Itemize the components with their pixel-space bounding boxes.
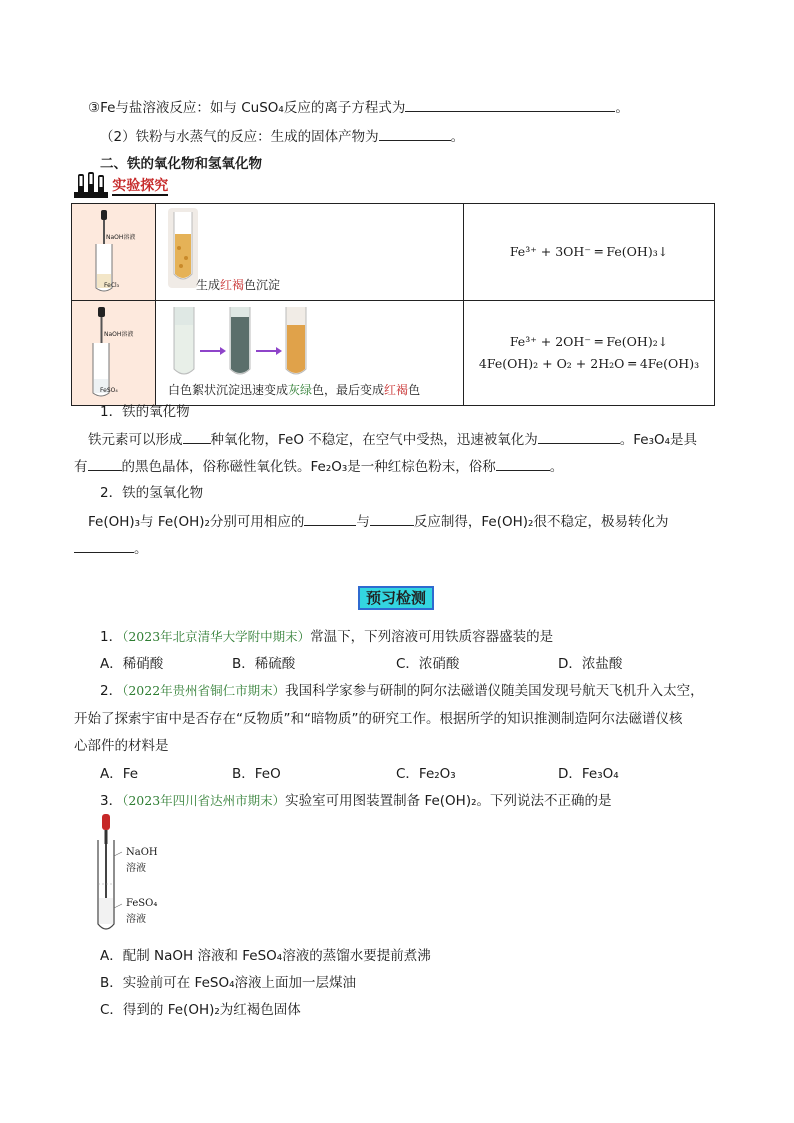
option-b[interactable]: B．FeO bbox=[232, 766, 281, 782]
text: 反应制得，Fe(OH)₂很不稳定，极易转化为 bbox=[413, 514, 669, 530]
observation-cell bbox=[156, 204, 464, 301]
figure-label: FeSO₄ bbox=[126, 898, 158, 909]
equation-cell bbox=[464, 204, 715, 301]
question-3 bbox=[100, 789, 612, 809]
question-number: 2． bbox=[100, 683, 123, 699]
answer-blank[interactable] bbox=[74, 538, 134, 553]
option-a[interactable]: A．Fe bbox=[100, 766, 139, 782]
option-a[interactable]: A．稀硝酸 bbox=[100, 656, 164, 672]
question-source: （2023年北京清华大学附中期末） bbox=[122, 629, 311, 644]
oxides-paragraph-line2 bbox=[74, 455, 563, 475]
experiment-label-text: 实验探究 bbox=[112, 178, 169, 194]
hydroxides-paragraph-line1 bbox=[88, 510, 668, 530]
observation-cell bbox=[156, 301, 464, 406]
reagent-bottom-label: FeSO₄ bbox=[100, 387, 118, 394]
answer-blank[interactable] bbox=[538, 429, 620, 444]
option-c[interactable]: C．浓硝酸 bbox=[396, 656, 460, 672]
text: Fe(OH)₃与 Fe(OH)₂分别可用相应的 bbox=[88, 514, 305, 530]
oxides-title: 1．铁的氧化物 bbox=[100, 404, 190, 420]
q3-apparatus-figure bbox=[92, 812, 172, 937]
answer-blank[interactable] bbox=[370, 511, 414, 526]
question-2-stem-line2: 开始了探索宇宙中是否存在“反物质”和“暗物质”的研究工作。根据所学的知识推测制造阿尔法磁谱仪核 bbox=[74, 711, 683, 727]
color-change-sequence-icon bbox=[160, 305, 460, 385]
question-source: （2023年四川省达州市期末） bbox=[122, 793, 286, 808]
question-2-stem-line3: 心部件的材料是 bbox=[74, 738, 169, 754]
option-a[interactable]: A．配制 NaOH 溶液和 FeSO₄溶液的蒸馏水要提前煮沸 bbox=[100, 948, 431, 964]
caption-green-part: 灰绿 bbox=[288, 383, 313, 397]
caption-red-part: 红褐 bbox=[384, 383, 409, 397]
punct: 。 bbox=[615, 100, 629, 116]
option-b[interactable]: B．实验前可在 FeSO₄溶液上面加一层煤油 bbox=[100, 975, 356, 991]
preview-check-badge: 预习检测 bbox=[358, 586, 434, 610]
question-number: 3． bbox=[100, 793, 123, 809]
question-2 bbox=[100, 679, 704, 699]
text-line-steam-reaction bbox=[100, 125, 464, 145]
text: 与 bbox=[356, 514, 370, 530]
reagent-top-label: NaOH溶液 bbox=[104, 331, 134, 338]
question-stem: 我国科学家参与研制的阿尔法磁谱仪随美国发现号航天飞机升入太空， bbox=[285, 683, 704, 699]
equation: 4Fe(OH)₂ + O₂ + 2H₂O ═ 4Fe(OH)₃ bbox=[478, 356, 700, 371]
text: 。 bbox=[549, 459, 564, 475]
section-heading-oxides: 二、铁的氧化物和氢氧化物 bbox=[100, 156, 262, 172]
table-row bbox=[72, 204, 715, 301]
equation-cell bbox=[464, 301, 715, 406]
figure-label: 溶液 bbox=[126, 863, 146, 874]
experiment-label bbox=[74, 172, 168, 198]
apparatus-thumbnail bbox=[72, 204, 156, 301]
experiment-table bbox=[71, 203, 715, 406]
oxides-paragraph-line1 bbox=[88, 428, 697, 448]
answer-blank[interactable] bbox=[379, 126, 451, 141]
punct: 。 bbox=[450, 129, 465, 145]
caption-red-part: 红褐 bbox=[220, 278, 245, 292]
answer-blank[interactable] bbox=[88, 456, 122, 471]
line3-text: ③Fe与盐溶液反应：如与 CuSO₄反应的离子方程式为 bbox=[88, 100, 406, 116]
answer-blank[interactable] bbox=[496, 456, 550, 471]
caption-part: 生成 bbox=[196, 278, 221, 292]
option-d[interactable]: D．Fe₃O₄ bbox=[558, 766, 619, 782]
figure-label: NaOH bbox=[126, 847, 158, 858]
text: 种氧化物，FeO 不稳定，在空气中受热，迅速被氧化为 bbox=[210, 432, 538, 448]
text: 有 bbox=[74, 459, 88, 475]
hydroxides-title: 2．铁的氢氧化物 bbox=[100, 485, 204, 501]
option-c[interactable]: C．得到的 Fe(OH)₂为红褐色固体 bbox=[100, 1002, 301, 1018]
text: 。Fe₃O₄是具 bbox=[619, 432, 698, 448]
text: 的黑色晶体，俗称磁性氧化铁。Fe₂O₃是一种红棕色粉末，俗称 bbox=[121, 459, 496, 475]
test-tubes-icon bbox=[74, 172, 108, 198]
dropper-tube-icon bbox=[72, 301, 155, 401]
answer-blank[interactable] bbox=[183, 429, 211, 444]
caption-part: 色，最后变成 bbox=[312, 383, 385, 397]
equation: Fe³⁺ + 3OH⁻ ═ Fe(OH)₃↓ bbox=[509, 244, 669, 259]
caption-part: 色 bbox=[408, 383, 421, 397]
line2-text: （2）铁粉与水蒸气的反应：生成的固体产物为 bbox=[100, 129, 379, 145]
answer-blank[interactable] bbox=[304, 511, 356, 526]
question-stem: 常温下，下列溶液可用铁质容器盛装的是 bbox=[310, 629, 554, 645]
observation-caption bbox=[196, 276, 280, 293]
option-b[interactable]: B．稀硫酸 bbox=[232, 656, 296, 672]
reagent-top-label: NaOH溶液 bbox=[106, 234, 136, 241]
question-1 bbox=[100, 625, 553, 645]
question-number: 1． bbox=[100, 629, 123, 645]
question-stem: 实验室可用图装置制备 Fe(OH)₂。下列说法不正确的是 bbox=[285, 793, 612, 809]
question-source: （2022年贵州省铜仁市期末） bbox=[122, 683, 286, 698]
option-d[interactable]: D．浓盐酸 bbox=[558, 656, 623, 672]
figure-label: 溶液 bbox=[126, 914, 146, 925]
text: 铁元素可以形成 bbox=[88, 432, 183, 448]
option-c[interactable]: C．Fe₂O₃ bbox=[396, 766, 456, 782]
text: 。 bbox=[134, 541, 148, 557]
answer-blank[interactable] bbox=[405, 97, 615, 112]
reagent-bottom-label: FeCl₃ bbox=[104, 282, 120, 289]
caption-part: 色沉淀 bbox=[244, 278, 281, 292]
observation-caption bbox=[168, 381, 420, 398]
apparatus-thumbnail bbox=[72, 301, 156, 406]
text-line-reaction-cuso4 bbox=[88, 96, 629, 116]
hydroxides-paragraph-line2 bbox=[74, 537, 148, 557]
equation: Fe³⁺ + 2OH⁻ ═ Fe(OH)₂↓ bbox=[509, 334, 669, 349]
caption-part: 白色絮状沉淀迅速变成 bbox=[168, 383, 289, 397]
table-row bbox=[72, 301, 715, 406]
